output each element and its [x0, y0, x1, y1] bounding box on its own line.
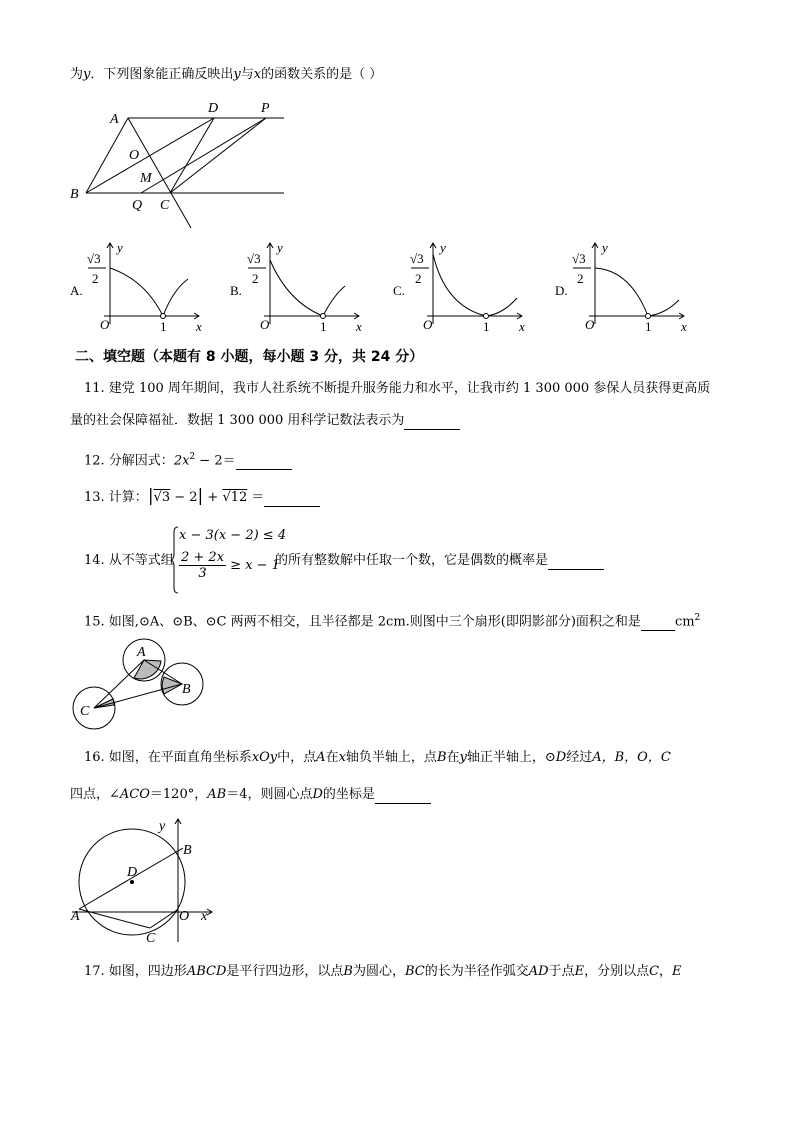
q16-l1-a: 16. 如图，在平面直角坐标系 — [84, 750, 252, 765]
q16-l2-c: ＝4，则圆心点 — [226, 787, 313, 802]
q17-segment-BC: BC — [404, 964, 425, 979]
q11-answer-blank[interactable] — [404, 415, 460, 430]
graph-curve — [270, 260, 345, 316]
q15-text: 15. 如图,⊙A、⊙B、⊙C 两两不相交，且半径都是 2cm.则图中三个扇形(即阴影部分)面积之和是 — [84, 614, 641, 630]
q16-fig-O: O — [179, 909, 190, 924]
graph-y-label: y — [602, 240, 608, 255]
graph-two-label: 2 — [252, 271, 259, 286]
q16-answer-blank[interactable] — [375, 789, 431, 804]
q11-line2 — [70, 412, 460, 430]
q16-l1-f: 轴正半轴上，⊙ — [466, 750, 556, 765]
fig-label-D: D — [208, 101, 219, 116]
q17-b: 是平行四边形，以点 — [226, 964, 344, 979]
graph-origin-label: O — [423, 317, 433, 332]
q15-line — [84, 609, 700, 631]
fig-label-Q: Q — [132, 198, 143, 213]
intro-var-x: x — [253, 67, 262, 82]
graph-two-label: 2 — [92, 271, 99, 286]
intro-prefix: 为 — [70, 67, 84, 82]
q13-abs-open: | — [147, 486, 154, 506]
fig-label-C: C — [160, 198, 170, 213]
graph-option-c[interactable] — [393, 240, 543, 335]
q17-d: 的长为半径作弧交 — [424, 964, 529, 979]
q14-ineq1: x − 3(x − 2) ≤ 4 — [179, 528, 287, 543]
q14-suffix-line — [275, 552, 604, 570]
q17-point-B: B — [343, 964, 353, 979]
q16-axis-x: x — [338, 750, 346, 765]
q14-suffix: 的所有整数解中任取一个数，它是偶数的概率是 — [275, 553, 549, 568]
q16-points: A，B，O，C — [592, 750, 671, 765]
graph-option-b[interactable] — [230, 240, 380, 335]
q17-point-E2: E — [672, 964, 682, 979]
q13-label: 13. 计算： — [84, 490, 148, 505]
section-heading: 二、填空题（本题有 8 小题，每小题 3 分，共 24 分） — [75, 349, 424, 365]
q13-abs-close: | — [197, 486, 204, 506]
graph-curve — [110, 268, 188, 316]
fig-label-P: P — [261, 101, 270, 116]
intro-middle: ．下列图象能正确反映出 — [90, 67, 234, 82]
q15-label-B: B — [182, 682, 191, 697]
graph-x-label: x — [519, 319, 525, 334]
graph-option-a[interactable] — [70, 240, 220, 335]
graph-curve — [433, 254, 517, 316]
q16-point-D: D — [555, 750, 567, 765]
q14-frac-num: 2 + 2x — [181, 550, 225, 565]
graph-option-letter: C. — [393, 283, 405, 298]
q12-exp: 2 — [189, 452, 196, 462]
graph-sqrt3-label: √3 — [410, 251, 424, 266]
q16-l2-b: ＝120°， — [149, 787, 208, 802]
graph-one-label: 1 — [320, 319, 327, 334]
q16-fig-y: y — [159, 819, 166, 834]
graph-x-label: x — [681, 319, 687, 334]
q16-l1-c: 在 — [325, 750, 339, 765]
q13-sqrt3: √3 — [153, 490, 171, 505]
q16-l1-e: 在 — [446, 750, 460, 765]
q13-eq: ＝ — [247, 490, 265, 505]
graph-y-label: y — [440, 240, 446, 255]
fig-label-M: M — [140, 171, 152, 186]
q16-point-B: B — [436, 750, 447, 765]
graph-origin-label: O — [100, 317, 110, 332]
intro-with: 与 — [240, 67, 254, 82]
q13-answer-blank[interactable] — [264, 492, 320, 507]
q14-label: 14. 从不等式组 — [84, 553, 174, 568]
q16-coord-system: xOy — [251, 750, 278, 765]
q16-axis-y: y — [459, 750, 467, 765]
intro-suffix: 的函数关系的是（ ） — [261, 67, 383, 82]
q16-point-A: A — [316, 750, 326, 765]
graph-option-letter: A. — [70, 283, 83, 298]
q14-ineq2-rest: ≥ x − 1 — [230, 558, 280, 573]
q15-label-A: A — [137, 645, 146, 660]
q16-angle: ACO — [119, 787, 150, 802]
q17-g: ， — [659, 964, 673, 979]
q16-l1-b: 中，点 — [277, 750, 317, 765]
q12-label: 12. 分解因式： — [84, 453, 174, 469]
q14-frac-den: 3 — [198, 566, 207, 581]
q15-figure — [66, 636, 216, 736]
graph-origin-label: O — [260, 317, 270, 332]
q12-answer-blank[interactable] — [236, 455, 292, 470]
intro-var-y2: y — [233, 67, 241, 82]
graph-open-point — [161, 314, 166, 319]
graph-one-label: 1 — [160, 319, 167, 334]
graph-origin-label: O — [585, 317, 595, 332]
q15-label-C: C — [80, 704, 90, 719]
q16-fig-A: A — [71, 909, 80, 924]
graph-sqrt3-label: √3 — [247, 251, 261, 266]
graph-sqrt3-label: √3 — [87, 251, 101, 266]
q16-l1-g: 经过 — [566, 750, 593, 765]
q17-f: ，分别以点 — [584, 964, 650, 979]
q16-segment-AB: AB — [207, 787, 227, 802]
q16-fig-B: B — [183, 843, 192, 858]
q17-e: 于点 — [548, 964, 575, 979]
q14-answer-blank[interactable] — [548, 555, 604, 570]
graph-one-label: 1 — [483, 319, 490, 334]
q16-line2 — [70, 786, 431, 804]
fig-label-O: O — [129, 148, 140, 163]
q14-ineq2 — [179, 550, 280, 581]
q16-fig-C: C — [146, 931, 156, 946]
fig-label-A: A — [110, 112, 119, 127]
q13-plus: + — [203, 490, 223, 505]
q17-c: 为圆心， — [352, 964, 405, 979]
q14-system-brace — [171, 526, 179, 594]
q16-l1-d: 轴负半轴上，点 — [345, 750, 437, 765]
q17-point-C: C — [649, 964, 660, 979]
q16-line1 — [84, 749, 671, 767]
q16-l2-a: 四点，∠ — [70, 787, 120, 802]
q15-unit-exp: 2 — [694, 613, 701, 623]
graph-sqrt3-label: √3 — [572, 251, 586, 266]
q16-fig-D: D — [127, 865, 138, 880]
q12-expr-b: − 2＝ — [195, 453, 236, 469]
q11-line1: 11. 建党 100 周年期间，我市人社系统不断提升服务能力和水平，让我市约 1 300 000 参保人员获得更高质 — [84, 381, 711, 396]
parallelogram-figure — [66, 96, 296, 236]
graph-x-label: x — [196, 319, 202, 334]
q11-line2-text: 量的社会保障福祉．数据 1 300 000 用科学记数法表示为 — [70, 413, 405, 428]
q12-expr-a: 2x — [173, 453, 190, 469]
q17-abcd: ABCD — [186, 964, 227, 979]
q12-line — [84, 448, 292, 470]
graph-y-label: y — [117, 240, 123, 255]
q16-fig-x: x — [201, 909, 208, 924]
graph-option-letter: B. — [230, 283, 242, 298]
graph-open-point — [484, 314, 489, 319]
q13-sqrt12: √12 — [222, 490, 248, 505]
q16-center-D: D — [312, 787, 323, 802]
graph-open-point — [646, 314, 651, 319]
graph-option-letter: D. — [555, 283, 568, 298]
q13-line — [84, 487, 320, 507]
q15-answer-blank[interactable] — [641, 616, 675, 631]
graph-open-point — [321, 314, 326, 319]
q17-line — [84, 963, 682, 981]
q14-fraction — [179, 550, 226, 581]
q15-unit: cm — [674, 614, 695, 630]
fig-label-B: B — [70, 187, 79, 202]
graph-two-label: 2 — [415, 271, 422, 286]
intro-var-y1: y — [83, 67, 91, 82]
graph-one-label: 1 — [645, 319, 652, 334]
intro-line — [70, 66, 382, 84]
graph-y-label: y — [277, 240, 283, 255]
q13-minus2: − 2 — [170, 490, 198, 505]
q17-a: 17. 如图，四边形 — [84, 964, 187, 979]
graph-x-label: x — [356, 319, 362, 334]
graph-two-label: 2 — [577, 271, 584, 286]
q17-point-E: E — [574, 964, 585, 979]
q17-segment-AD: AD — [528, 964, 549, 979]
graph-curve — [595, 268, 679, 316]
graph-option-d[interactable] — [555, 240, 705, 335]
q16-l2-e: 的坐标是 — [322, 787, 375, 802]
q16-figure — [66, 816, 226, 946]
